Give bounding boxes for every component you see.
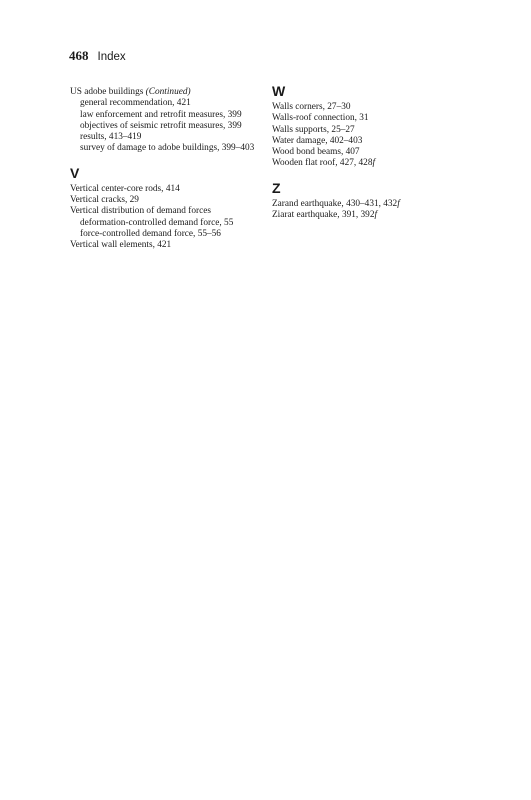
index-subentry: objectives of seismic retrofit measures, 399 bbox=[80, 120, 242, 131]
index-subentry: law enforcement and retrofit measures, 399 bbox=[80, 109, 242, 120]
index-term: US adobe buildings bbox=[70, 87, 146, 97]
running-head: Index bbox=[97, 51, 126, 63]
figure-suffix: f bbox=[372, 158, 376, 169]
figure-suffix: f bbox=[374, 210, 378, 221]
index-entry: Vertical distribution of demand forces bbox=[70, 206, 211, 217]
page-header bbox=[69, 47, 126, 65]
figure-suffix: f bbox=[397, 198, 400, 209]
index-subentry: survey of damage to adobe buildings, 399–403 bbox=[80, 143, 255, 154]
index-entry bbox=[272, 199, 467, 210]
index-entry: Walls corners, 27–30 bbox=[272, 102, 351, 112]
section-letter-z: Z bbox=[272, 179, 281, 196]
index-entry: Vertical cracks, 29 bbox=[70, 195, 139, 206]
index-subentry: force-controlled demand force, 55–56 bbox=[80, 228, 221, 239]
index-subentry: deformation-controlled demand force, 55 bbox=[80, 217, 234, 228]
index-entry bbox=[272, 158, 467, 169]
index-subentry: general recommendation, 421 bbox=[80, 98, 191, 109]
page-number: 468 bbox=[69, 48, 89, 63]
index-entry: Vertical center-core rods, 414 bbox=[70, 183, 180, 194]
index-entry: Wood bond beams, 407 bbox=[272, 147, 360, 158]
index-entry-text: Zarand earthquake, 430–431, 432 bbox=[272, 198, 398, 209]
index-entry: Water damage, 402–403 bbox=[272, 135, 363, 146]
index-entry-text: Wooden flat roof, 427, 428 bbox=[272, 158, 373, 169]
index-entry-text: Ziarat earthquake, 391, 392 bbox=[272, 210, 375, 221]
index-entry: Vertical wall elements, 421 bbox=[70, 240, 172, 251]
index-entry bbox=[272, 210, 467, 221]
index-entry-us-adobe-buildings bbox=[70, 87, 262, 98]
index-entry: Walls supports, 25–27 bbox=[272, 124, 355, 135]
section-letter-w: W bbox=[272, 83, 286, 99]
continued-note: (Continued) bbox=[145, 87, 191, 97]
index-column-left bbox=[70, 87, 262, 252]
index-column-right bbox=[272, 83, 467, 221]
index-entry: Walls-roof connection, 31 bbox=[272, 113, 369, 124]
section-letter-v: V bbox=[70, 164, 80, 181]
index-subentry: results, 413–419 bbox=[80, 132, 142, 143]
